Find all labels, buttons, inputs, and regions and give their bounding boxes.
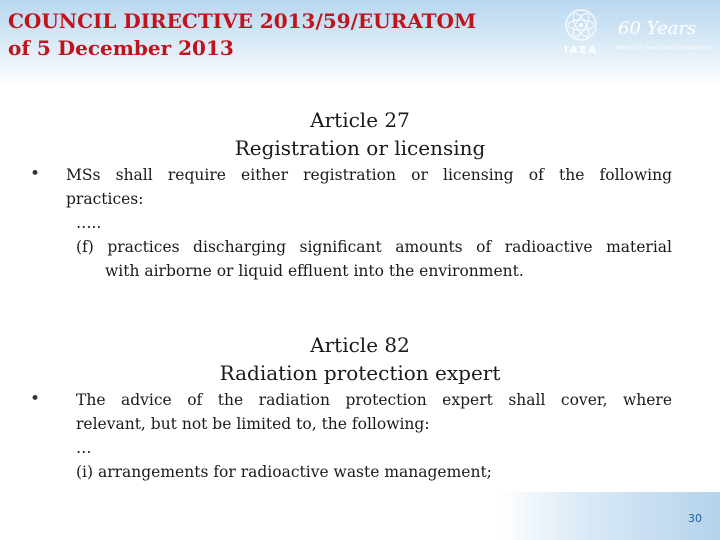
article-82-title: Radiation protection expert <box>219 361 501 385</box>
logo-acronym: IAEA <box>564 45 599 56</box>
article-27-item <box>76 211 672 283</box>
article-82-number: Article 82 <box>310 333 410 357</box>
article-82-heading <box>0 331 720 387</box>
article-82-paragraph <box>76 388 672 484</box>
article-82-line-2: relevant, but not be limited to, the following: <box>76 415 430 433</box>
bullet-marker: • <box>30 164 41 184</box>
footer-band <box>500 492 720 540</box>
article-27-number: Article 27 <box>310 108 410 132</box>
article-27-paragraph <box>66 163 672 211</box>
article-27-title: Registration or licensing <box>234 136 486 160</box>
article-82-line-1: The advice of the radiation protection expert shall cover, where <box>76 391 672 409</box>
article-27-item-line-1: (f) practices discharging significant amounts of radioactive material <box>76 238 672 256</box>
iaea-logo <box>560 6 720 58</box>
article-27-line-1: MSs shall require either registration or licensing of the following <box>66 166 672 184</box>
slide-title <box>8 8 476 62</box>
iaea-emblem-icon <box>564 8 598 42</box>
article-82-item-line-1: (i) arrangements for radioactive waste management; <box>76 463 492 481</box>
title-line-1: COUNCIL DIRECTIVE 2013/59/EURATOM <box>8 9 477 33</box>
article-27-ellipsis: ….. <box>76 214 102 232</box>
logo-years: 60 Years <box>618 18 697 39</box>
article-27-item-line-2: with airborne or liquid effluent into the environment. <box>105 262 524 280</box>
logo-tagline: Atoms for Peace and Development <box>616 45 712 51</box>
title-line-2: of 5 December 2013 <box>8 36 234 60</box>
article-82-ellipsis: … <box>76 439 92 457</box>
bullet-marker: • <box>30 389 41 409</box>
page-number: 30 <box>688 512 702 525</box>
article-27-heading <box>0 106 720 162</box>
article-27-line-2: practices: <box>66 190 144 208</box>
